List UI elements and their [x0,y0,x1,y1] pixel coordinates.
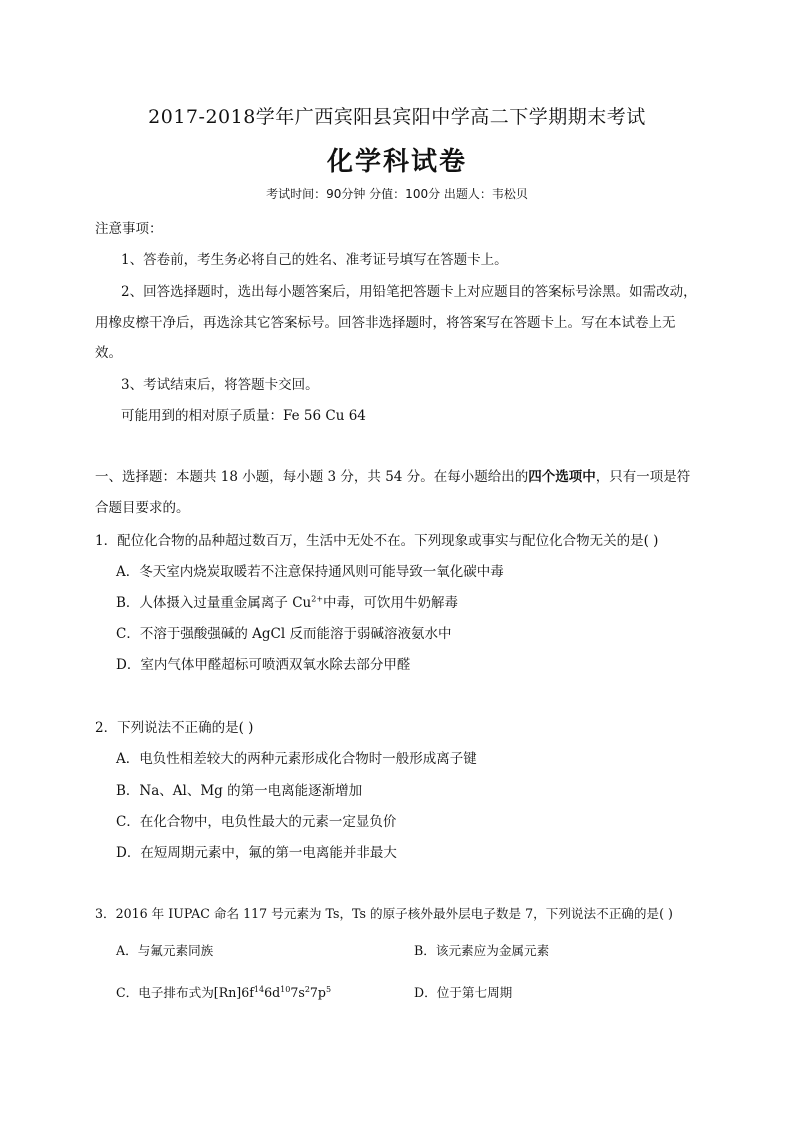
question-3-option-a: A．与氟元素同族 [116,943,214,958]
question-3-sup-2: 10 [280,984,291,994]
question-1-option-b-post: 中毒，可饮用牛奶解毒 [323,595,459,611]
question-3-stem: 3．2016 年 IUPAC 命名 117 号元素为 Ts，Ts 的原子核外最外层电子数是 7，下列说法不正确的是( ) [95,906,673,921]
question-1-option-b-charge: 2+ [311,594,324,604]
question-3-option-c [116,982,331,1001]
notice-item-1: 1、答卷前，考生务必将自己的姓名、准考证号填写在答题卡上。 [121,252,508,268]
notice-item-2-line-3: 效。 [95,345,122,361]
notice-item-2-line-2: 用橡皮檫干净后，再选涂其它答案标号。回答非选择题时，将答案写在答题卡上。写在本试卷上无 [95,315,676,331]
exam-title: 2017-2018学年广西宾阳县宾阳中学高二下学期期末考试 [148,106,646,128]
notice-item-3: 3、考试结束后，将答题卡交回。 [121,377,319,393]
question-2-option-b: B．Na、Al、Mg 的第一电离能逐渐增加 [116,783,363,799]
question-3-sup-1: 14 [253,984,265,994]
question-1-stem: 1．配位化合物的品种超过数百万，生活中无处不在。下列现象或事实与配位化合物无关的是( ) [95,533,659,549]
exam-subject-heading: 化学科试卷 [326,147,467,177]
notice-heading: 注意事项： [95,221,163,237]
question-3-option-c-pre: C．电子排布式为[Rn]6f [116,985,254,1000]
section-1-intro-line-2: 合题目要求的。 [95,500,190,516]
question-2-stem: 2．下列说法不正确的是( ) [95,720,254,736]
question-1-option-b-pre: B．人体摄入过量重金属离子 Cu [116,595,312,611]
section-1-intro-line-1 [95,465,690,485]
question-3-option-d: D．位于第七周期 [414,985,513,1000]
section-1-intro-part-a: 一、选择题：本题共 18 小题，每小题 3 分，共 54 分。在每小题给出的 [95,469,529,485]
question-2-option-c: C．在化合物中，电负性最大的元素一定显负价 [116,814,397,830]
question-2-option-a: A．电负性相差较大的两种元素形成化合物时一般形成离子键 [116,751,477,767]
question-3-orbital-7p: 7p [309,985,326,1000]
question-3-sup-3: 2 [304,984,310,994]
question-3-option-b: B．该元素应为金属元素 [414,943,550,958]
notice-item-2-line-1: 2、回答选择题时，选出每小题答案后，用铅笔把答题卡上对应题目的答案标号涂黑。如需改动， [121,284,697,300]
question-3-orbital-6d: 6d [264,985,281,1000]
atomic-mass-note: 可能用到的相对原子质量：Fe 56 Cu 64 [121,408,366,424]
exam-meta-info: 考试时间：90分钟 分值：100分 出题人：韦松贝 [266,187,528,201]
question-3-orbital-7s: 7s [290,985,305,1000]
question-3-sup-4: 5 [326,984,332,994]
question-1-option-b [116,591,458,611]
section-1-intro-part-c: ，只有一项是符 [595,469,691,485]
question-1-option-c: C．不溶于强酸强碱的 AgCl 反而能溶于弱碱溶液氨水中 [116,626,452,642]
question-2-option-d: D．在短周期元素中，氟的第一电离能并非最大 [116,845,397,861]
section-1-intro-emphasis: 四个选项中 [528,469,596,485]
question-1-option-d: D．室内气体甲醛超标可喷洒双氧水除去部分甲醛 [116,657,411,673]
question-1-option-a: A．冬天室内烧炭取暖若不注意保持通风则可能导致一氧化碳中毒 [116,564,504,580]
